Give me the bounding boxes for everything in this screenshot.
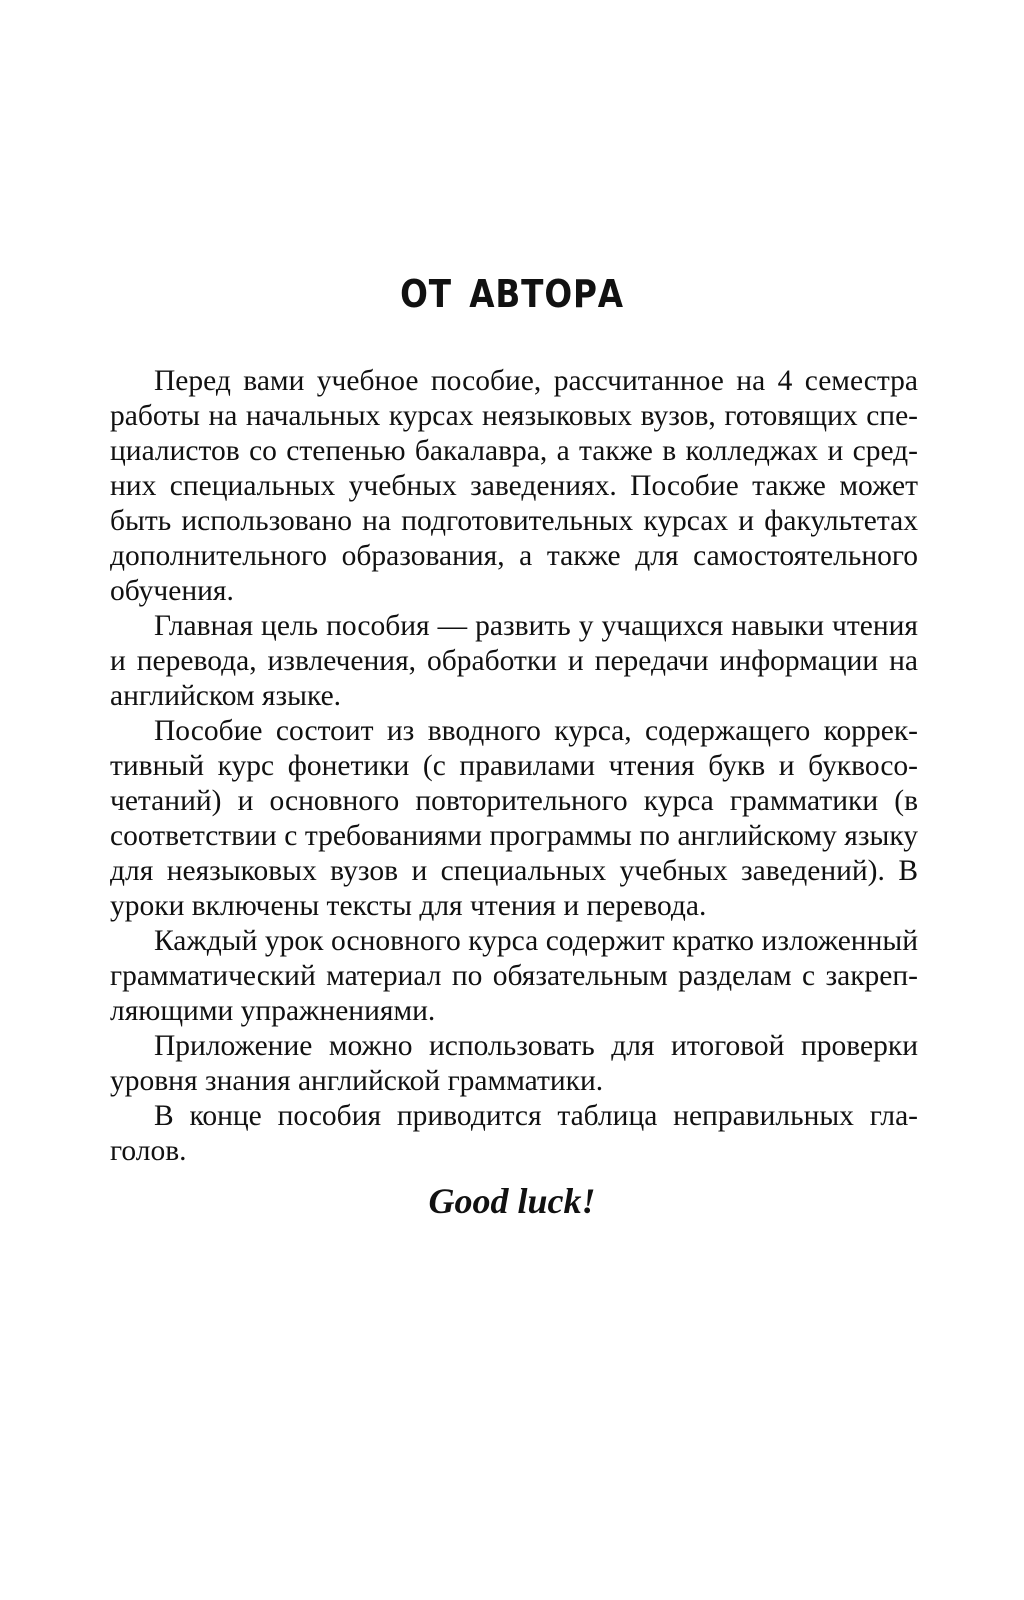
page-heading: ОТ АВТОРА [400,272,624,316]
paragraph-5: Приложение можно использовать для итоговой проверки уровня знания английской грамматики. [110,1030,918,1097]
paragraph-4: Каждый урок основного курса содержит кратко изложенный грамматический материал по обязательным разделам с закрепляющими упражнениями. [110,925,918,1027]
signoff-good-luck: Good luck! [428,1181,596,1221]
paragraph-6: В конце пособия приводится таблица неправильных глаголов. [110,1100,918,1167]
paragraph-2: Главная цель пособия — развить у учащихся навыки чтения и перевода, извлечения, обработки и передачи информации на английском языке. [110,610,918,712]
paragraph-3: Пособие состоит из вводного курса, содержащего коррективный курс фонетики (с правилами чтения букв и буквосочетаний) и основного повторительного курса грамматики (в соответствии с требованиями программы по английскому языку для неязыковых вузов и специальных учебных заведений). В уроки включены тексты для чтения и перевода. [110,715,918,922]
paragraph-1: Перед вами учебное пособие, рассчитанное на 4 семестра работы на начальных курсах неязыковых вузов, готовящих специалистов со степенью бакалавра, а также в колледжах и средних специальных учебных заведениях. Пособие также может быть использовано на подготовительных курсах и факультетах дополнительного образования, а также для самостоятельного обучения. [110,365,918,607]
body-text [110,364,918,1169]
